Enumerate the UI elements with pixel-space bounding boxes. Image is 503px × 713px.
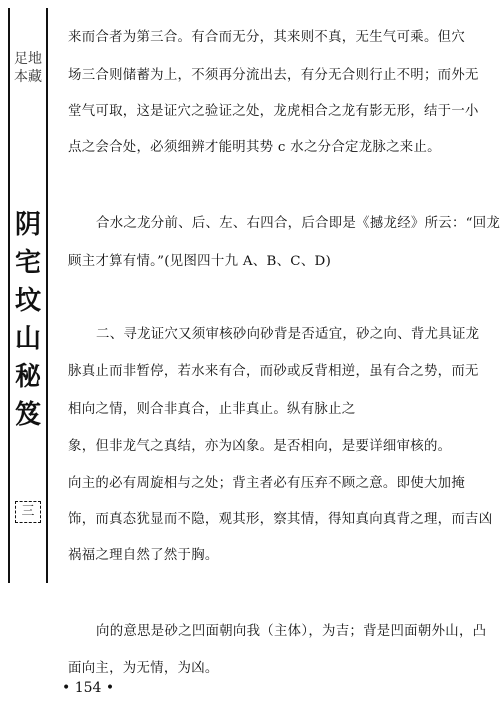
text-line: 堂气可取，这是证穴之验证之处，龙虎相合之龙有影无形，结于一小 — [68, 104, 479, 119]
title-char: 秘 — [14, 362, 41, 392]
title-char: 宅 — [14, 248, 41, 278]
seal-char-4: 藏 — [28, 69, 42, 85]
text-line: 场三合则储蓄为上，不须再分流出去，有分无合则行止不明；而外无 — [68, 68, 479, 83]
text-line: 向主的必有周旋相与之处；背主者必有压弃不顾之意。即使大加掩 — [68, 476, 466, 491]
text-line: 饰，而真态犹显而不隐，观其形，察其情，得知真向真背之理，而吉凶 — [68, 512, 493, 527]
title-char: 阴 — [14, 210, 41, 240]
seal-char-2: 地 — [28, 51, 42, 67]
text-line: 二、寻龙证穴又须审核砂向砂背是否适宜，砂之向、背尤具证龙 — [96, 327, 480, 342]
text-line: 顾主才算有情。”(见图四十九 A、B、C、D) — [68, 254, 332, 269]
seal-char-1: 足 — [14, 51, 28, 67]
seal-mark-bottom — [10, 68, 46, 86]
text-line: 点之会合处，必须细辨才能明其势 c 水之分合定龙脉之来止。 — [68, 140, 441, 155]
text-line: 向的意思是砂之凹面朝向我（主体），为吉；背是凹面朝外山，凸 — [96, 624, 487, 639]
title-char: 坟 — [14, 286, 41, 316]
text-line: 祸福之理自然了然于胸。 — [68, 548, 219, 563]
chapter-mark: 三 — [15, 501, 41, 523]
seal-char-3: 本 — [14, 69, 28, 85]
book-title-vertical — [10, 206, 46, 434]
title-char: 笈 — [14, 400, 41, 430]
text-line: 合水之龙分前、后、左、右四合，后合即是《撼龙经》所云：“回龙 — [96, 216, 501, 231]
sidebar-band — [8, 8, 48, 583]
text-line: 面向主，为无情，为凶。 — [68, 661, 219, 676]
text-line: 象，但非龙气之真结，亦为凶象。是否相向，是要详细审核的。 — [68, 439, 452, 454]
title-char: 山 — [14, 324, 41, 354]
text-line: 相向之情，则合非真合，止非真止。纵有脉止之 — [68, 402, 356, 417]
text-line: 脉真止而非暂停，若水来有合，而砂或反背相逆，虽有合之势，而无 — [68, 364, 479, 379]
page-number: • 154 • — [62, 680, 115, 696]
seal-mark-top — [10, 50, 46, 68]
text-line: 来而合者为第三合。有合而无分，其来则不真，无生气可乘。但穴 — [68, 30, 466, 45]
